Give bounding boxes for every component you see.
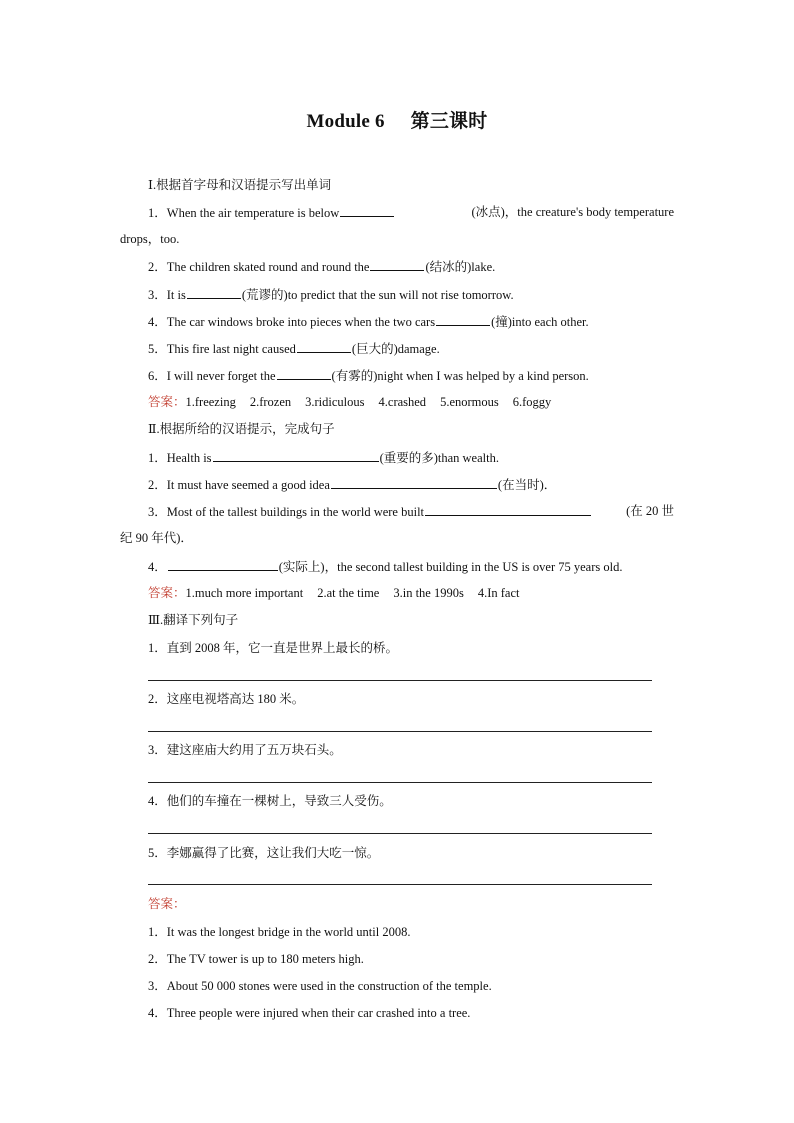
answer-label: 答案： [148, 897, 186, 911]
answer-line[interactable] [148, 884, 652, 885]
s1-answers [148, 394, 565, 410]
answer-blank[interactable] [297, 340, 351, 353]
s1-item-6 [148, 367, 589, 384]
item-text: Most of the tallest buildings in the world were built [166, 505, 425, 519]
item-number: 1． [148, 641, 167, 655]
answer-text: The TV tower is up to 180 meters high. [166, 952, 364, 966]
answer-line[interactable] [148, 833, 652, 834]
answer-blank[interactable] [425, 503, 591, 516]
item-number: 2． [148, 692, 167, 706]
item-text: 李娜赢得了比赛，这让我们大吃一惊。 [166, 846, 380, 860]
answer-text: About 50 000 stones were used in the construction of the temple. [166, 979, 492, 993]
s1-item-4 [148, 313, 589, 330]
s3-item-2 [148, 691, 304, 707]
item-number: 2． [148, 952, 167, 966]
item-number: 5． [148, 342, 167, 356]
answer-item: 2.at the time [317, 586, 380, 600]
answer-blank[interactable] [340, 204, 394, 217]
item-text: I will never forget the [166, 369, 276, 383]
answer-item: 4.crashed [378, 395, 427, 409]
item-hint: (重要的多)than wealth. [379, 451, 499, 465]
s2-item-1 [148, 449, 499, 466]
answer-item: 4.In fact [477, 586, 520, 600]
s2-item-2 [148, 476, 556, 493]
item-number: 2． [148, 478, 167, 492]
s1-item-1 [148, 204, 674, 221]
item-text: When the air temperature is below [166, 206, 340, 220]
s2-item-3 [148, 503, 674, 520]
item-number: 4． [148, 315, 167, 329]
s3-answer-3 [148, 978, 492, 994]
s1-item-1-cont: drops，too. [120, 232, 180, 246]
item-text: The children skated round and round the [166, 260, 370, 274]
item-text: The car windows broke into pieces when the two cars [166, 315, 436, 329]
item-hint: (实际上)，the second tallest building in the US is over 75 years old. [278, 560, 623, 574]
item-hint: (在当时)． [497, 478, 557, 492]
answer-blank[interactable] [331, 476, 497, 489]
item-text: This fire last night caused [166, 342, 296, 356]
section-2-heading: Ⅱ.根据所给的汉语提示，完成句子 [148, 422, 335, 436]
answer-blank[interactable] [187, 286, 241, 299]
item-number: 1． [148, 206, 167, 220]
item-number: 5． [148, 846, 167, 860]
item-hint: (荒谬的)to predict that the sun will not rise tomorrow. [241, 288, 514, 302]
item-text: 直到 2008 年，它一直是世界上最长的桥。 [166, 641, 399, 655]
s3-answer-2 [148, 951, 364, 967]
answer-item: 6.foggy [512, 395, 552, 409]
item-number: 3． [148, 288, 167, 302]
answer-item: 3.ridiculous [305, 395, 365, 409]
answer-item: 3.in the 1990s [393, 586, 464, 600]
answer-text: It was the longest bridge in the world until 2008. [166, 925, 411, 939]
title-module: Module 6 [306, 111, 385, 132]
answer-blank[interactable] [277, 367, 331, 380]
answer-label: 答案： [148, 395, 186, 409]
answer-item: 1.much more important [185, 586, 304, 600]
answer-line[interactable] [148, 731, 652, 732]
s3-item-3 [148, 742, 342, 758]
section-1-heading: Ⅰ.根据首字母和汉语提示写出单词 [148, 178, 332, 192]
answer-line[interactable] [148, 782, 652, 783]
answer-line[interactable] [148, 680, 652, 681]
item-text: It is [166, 288, 186, 302]
answer-blank[interactable] [436, 313, 490, 326]
answer-item: 2.frozen [249, 395, 292, 409]
answer-item: 5.enormous [440, 395, 499, 409]
item-number: 3． [148, 505, 167, 519]
item-hint: (撞)into each other. [491, 315, 589, 329]
s3-item-1 [148, 640, 398, 656]
item-number: 2． [148, 260, 167, 274]
item-number: 4． [148, 794, 167, 808]
answer-label: 答案： [148, 586, 186, 600]
s2-answers [148, 585, 533, 601]
s3-answer-1 [148, 924, 410, 940]
item-hint: (冰点)，the creature's body temperature [471, 205, 674, 219]
answer-blank[interactable] [168, 558, 278, 571]
item-number: 4． [148, 560, 167, 574]
s3-item-5 [148, 845, 379, 861]
s1-item-5 [148, 340, 440, 357]
s1-item-2 [148, 258, 495, 275]
answer-text: Three people were injured when their car crashed into a tree. [166, 1006, 471, 1020]
item-hint: (结冰的)lake. [425, 260, 496, 274]
item-hint: (有雾的)night when I was helped by a kind person. [331, 369, 589, 383]
item-number: 3． [148, 743, 167, 757]
answer-item: 1.freezing [185, 395, 236, 409]
item-number: 1． [148, 925, 167, 939]
s3-item-4 [148, 793, 392, 809]
item-number: 3． [148, 979, 167, 993]
page-title [0, 106, 794, 133]
item-number: 4． [148, 1006, 167, 1020]
s1-item-3 [148, 286, 514, 303]
item-number: 1． [148, 451, 167, 465]
item-number: 6． [148, 369, 167, 383]
item-text: 这座电视塔高达 180 米。 [166, 692, 305, 706]
section-3-heading: Ⅲ.翻译下列句子 [148, 613, 239, 627]
answer-blank[interactable] [213, 449, 379, 462]
item-hint: (巨大的)damage. [351, 342, 440, 356]
item-text: 建这座庙大约用了五万块石头。 [166, 743, 342, 757]
s3-answer-4 [148, 1005, 470, 1021]
s2-item-4 [148, 558, 622, 575]
item-text: Health is [166, 451, 212, 465]
item-text: It must have seemed a good idea [166, 478, 330, 492]
s2-item-3-cont: 纪 90 年代)． [120, 531, 193, 545]
s3-answer-label [148, 896, 186, 912]
title-lesson: 第三课时 [410, 111, 488, 132]
item-text: 他们的车撞在一棵树上，导致三人受伤。 [166, 794, 392, 808]
answer-blank[interactable] [370, 258, 424, 271]
item-hint: (在 20 世 [626, 504, 674, 518]
